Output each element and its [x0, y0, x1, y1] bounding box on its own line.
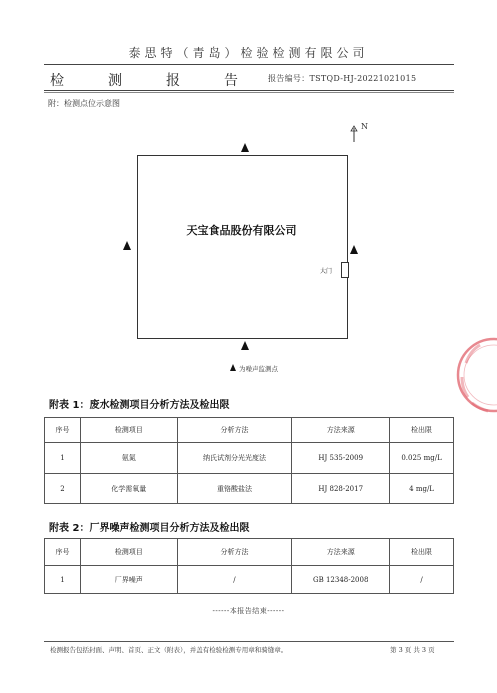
table-header-row — [45, 418, 454, 443]
table-cell: / — [390, 566, 454, 594]
table-cell: 厂界噪声 — [80, 566, 177, 594]
header-cell: 方法来源 — [292, 539, 390, 566]
report-title-char: 检 — [50, 73, 64, 89]
header-rule — [44, 64, 454, 65]
table-cell: / — [177, 566, 292, 594]
gate-label: 大门 — [320, 268, 333, 275]
table-header-row — [45, 539, 454, 566]
north-label: N — [361, 122, 368, 131]
report-title-char: 报 — [166, 73, 180, 89]
footer-statement: 检测报告包括封面、声明、首页、正文（附表），并盖有检验检测专用章和骑缝章。 — [50, 646, 288, 654]
inspection-seal-stamp — [452, 333, 497, 417]
table-cell: 1 — [45, 566, 81, 594]
header-cell: 序号 — [45, 539, 81, 566]
header-cell: 分析方法 — [177, 418, 292, 443]
table-cell: 4 mg/L — [390, 474, 454, 504]
noise-point-south-icon — [241, 341, 249, 350]
gate-marker — [341, 262, 349, 278]
header-cell: 检测项目 — [80, 539, 177, 566]
table-row — [45, 474, 454, 504]
wastewater-methods-table — [44, 417, 454, 504]
header-rule-double-a — [44, 90, 454, 91]
page-number: 第 3 页 共 3 页 — [390, 646, 435, 654]
table1-title: 附表 1：废水检测项目分析方法及检出限 — [49, 400, 230, 411]
table-cell: 1 — [45, 443, 81, 474]
header-cell: 分析方法 — [177, 539, 292, 566]
table-cell: 0.025 mg/L — [390, 443, 454, 474]
table-cell: HJ 828-2017 — [292, 474, 390, 504]
table-cell: 纳氏试剂分光光度法 — [177, 443, 292, 474]
end-of-report-note: ------本报告结束------ — [212, 607, 285, 615]
table-cell: 氨氮 — [80, 443, 177, 474]
report-number: 报告编号：TSTQD-HJ-20221021015 — [268, 74, 417, 83]
header-cell: 检出限 — [390, 418, 454, 443]
table-row — [45, 443, 454, 474]
table2-title: 附表 2：厂界噪声检测项目分析方法及检出限 — [49, 523, 250, 534]
table-cell: 重铬酸盐法 — [177, 474, 292, 504]
header-cell: 方法来源 — [292, 418, 390, 443]
report-title — [50, 70, 282, 90]
table-cell: HJ 535-2009 — [292, 443, 390, 474]
noise-point-west-icon — [123, 241, 131, 250]
site-boundary — [137, 155, 348, 339]
noise-point-north-icon — [241, 143, 249, 152]
table-cell: GB 12348-2008 — [292, 566, 390, 594]
noise-methods-table — [44, 538, 454, 594]
company-name: 泰思特（青岛）检验检测有限公司 — [128, 46, 369, 60]
header-cell: 检测项目 — [80, 418, 177, 443]
legend-text: 为噪声监测点 — [239, 365, 278, 373]
header-cell: 序号 — [45, 418, 81, 443]
noise-point-east-icon — [350, 245, 358, 254]
footer-rule — [44, 641, 454, 642]
header-cell: 检出限 — [390, 539, 454, 566]
table-cell: 2 — [45, 474, 81, 504]
site-name: 天宝食品股份有限公司 — [186, 224, 297, 237]
appendix-note: 附：检测点位示意图 — [48, 99, 120, 108]
header-rule-double-b — [44, 92, 454, 93]
report-title-char: 测 — [108, 73, 122, 89]
report-title-char: 告 — [224, 73, 238, 89]
table-cell: 化学需氧量 — [80, 474, 177, 504]
table-row — [45, 566, 454, 594]
legend-triangle-icon — [230, 364, 236, 371]
